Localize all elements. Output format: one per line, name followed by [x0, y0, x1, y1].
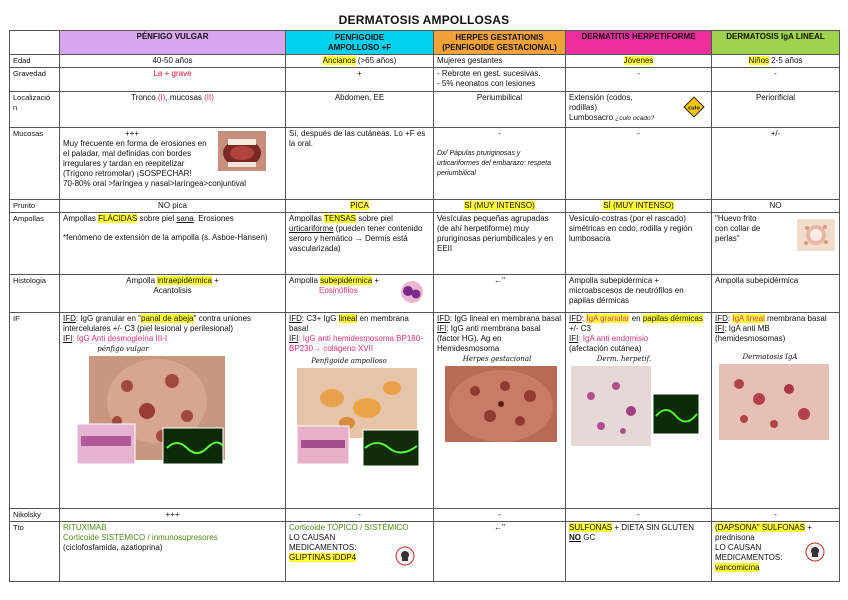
nikolsky-pv: +++	[60, 509, 286, 522]
if-pb-ifi-line	[289, 334, 430, 354]
tto-iga-6-wrap	[715, 563, 836, 573]
label-tto: Tto	[10, 522, 60, 582]
if-pv-caption: pénfigo vulgar	[97, 345, 149, 353]
tto-iga-4: LO CAUSAN	[715, 543, 762, 552]
amp-pv-1: Ampollas	[63, 214, 99, 223]
edad-hg: Mujeres gestantes	[434, 55, 566, 68]
gravedad-iga: -	[712, 68, 840, 92]
amp-pv-4: *fenómeno de extensión de la ampolla (s. Asboe-Hansen)	[63, 233, 268, 242]
eosinophil-cell-icon	[399, 279, 425, 305]
tto-pb-3: MEDICAMENTOS:	[289, 543, 357, 552]
ampollas-dh: Vesículo-costras (por el rascado) simétricas en codo, rodilla y región lumbosacra	[566, 213, 712, 275]
if-dh-papilas: papilas dérmicas	[642, 314, 703, 323]
hist-pb-subepidermica: subepidérmica	[320, 276, 373, 285]
prurito-hg	[434, 200, 566, 213]
muc-pv-5: (Trígono retromolar) ¡SOSPECHAR!	[63, 169, 192, 178]
loc-dh-line2: rodillas)	[569, 103, 598, 112]
tto-iga-5: MEDICAMENTOS:	[715, 553, 783, 562]
tto-pv-1: RITUXIMAB	[63, 523, 107, 532]
tto-iga-dapsona: (DAPSONA" SULFONAS	[715, 523, 805, 532]
tto-pb-1: Corticoide TÓPICO / SISTÉMICO	[289, 523, 409, 532]
skull-warning-icon	[395, 546, 415, 566]
herpes-gestationis-photo	[445, 366, 557, 442]
if-pb-ifd: IFD	[289, 314, 302, 323]
label-if: IF	[10, 313, 60, 509]
header-pv: PÉNFIGO VULGAR	[60, 31, 286, 55]
label-gravedad: Gravedad	[10, 68, 60, 92]
header-pb-line2: AMPOLLOSO +F	[327, 42, 392, 52]
label-ampollas: Ampollas	[10, 213, 60, 275]
muc-hg-1: -	[498, 129, 501, 138]
if-dh-4: : IgA anti endomisio	[578, 334, 649, 343]
edad-pb-highlight: Ancianos	[322, 56, 356, 65]
nikolsky-dh: -	[566, 509, 712, 522]
localizacion-dh	[566, 92, 712, 128]
gravedad-hg-line1: - Rebrote en gest. sucesivas.	[437, 69, 541, 78]
hist-pv-1: Ampolla	[126, 276, 158, 285]
warning-sign-icon	[683, 96, 705, 118]
if-dh-ifi: IFI	[569, 334, 579, 343]
dermatosis-table	[9, 30, 840, 582]
nikolsky-pb: -	[286, 509, 434, 522]
if-hg-ifi-line	[437, 324, 562, 354]
localizacion-hg: Periumbilical	[434, 92, 566, 128]
tto-dh-sulfonas: SULFONAS	[569, 523, 613, 532]
if-iga-ifi-line	[715, 324, 836, 344]
page-title: DERMATOSIS AMPOLLOSAS	[338, 13, 510, 27]
histologia-pv	[60, 275, 286, 313]
hist-pb-2: +	[372, 276, 380, 285]
muc-hg-2: Dx/ Pápulas pruriginosas y urticariformes del embarazo: respeta periumbilical	[437, 150, 551, 177]
if-pv-ifd: IFD	[63, 314, 76, 323]
muc-pv-6: 70-80% oral >faríngea y nasal>laríngea>conjuntival	[63, 179, 247, 188]
if-iga-ifd-line	[715, 314, 836, 324]
localizacion-iga: Periorificial	[712, 92, 840, 128]
fried-egg-lesion-photo	[797, 219, 835, 251]
loc-pv-2: , mucosas	[165, 93, 205, 102]
edad-pb	[286, 55, 434, 68]
prurito-dh	[566, 200, 712, 213]
if-pb-caption: Penfigoide ampolloso	[311, 357, 387, 365]
if-pb	[286, 313, 434, 509]
row-gravedad	[10, 68, 840, 92]
prurito-pb	[286, 200, 434, 213]
if-pv-panal: panal de abeja	[141, 314, 194, 323]
header-hg-line2: (PENFIGOIDE GESTACIONAL)	[442, 42, 557, 52]
header-dh: DERMATITIS HERPETIFORME	[566, 31, 712, 55]
if-dh	[566, 313, 712, 509]
linear-iga-photo	[719, 364, 829, 440]
localizacion-pb: Abdomen, EE	[286, 92, 434, 128]
row-prurito	[10, 200, 840, 213]
edad-dh-highlight: Jóvenes	[623, 56, 654, 65]
loc-pv-ii: (II)	[204, 93, 214, 102]
if-dh-2: en	[629, 314, 643, 323]
amp-pv-sana: sana	[176, 214, 194, 223]
bullous-pemphigoid-photo	[297, 368, 421, 468]
amp-pv-2: sobre piel	[137, 214, 177, 223]
row-if	[10, 313, 840, 509]
amp-iga-3: perlas"	[715, 234, 740, 243]
if-pb-lineal: lineal	[338, 314, 358, 323]
if-pb-3: : IgG anti hemidesmosoma BP180- BP230→ colágeno XVII	[289, 334, 423, 353]
label-nikolsky: Nikolsky	[10, 509, 60, 522]
ampollas-pb	[286, 213, 434, 275]
if-iga-ifi: IFI	[715, 324, 725, 333]
if-iga-caption: Dermatosis IgA	[742, 353, 798, 361]
tto-dh	[566, 522, 712, 582]
if-pb-2: en membrana basal	[289, 314, 409, 333]
if-hg-ifd-line	[437, 314, 562, 324]
tto-pv-3: (ciclofosfamida, azatioprina)	[63, 543, 163, 552]
loc-dh-line1: Extensión (codos,	[569, 93, 633, 102]
gravedad-hg-line2: - 5% neonatos con lesiones	[437, 79, 536, 88]
pemphigus-vulgaris-photo	[77, 356, 225, 466]
mucosas-dh: -	[566, 128, 712, 200]
row-edad	[10, 55, 840, 68]
tto-pb-2: LO CAUSAN	[289, 533, 336, 542]
hist-pv-2: +	[211, 276, 219, 285]
edad-pb-rest: (>65 años)	[355, 56, 397, 65]
if-pv-3: : IgG Anti desmogleína III-I	[72, 334, 168, 343]
loc-dh-note: ¿culo ocado?	[615, 115, 655, 122]
amp-pb-3: (pueden tener contenido seroro y hemático → Dermis está vascularizada)	[289, 224, 423, 253]
if-pb-ifd-line	[289, 314, 430, 334]
edad-iga-rest: 2-5 años	[769, 56, 803, 65]
skull-warning-icon-iga	[805, 542, 825, 562]
mucosas-pb: Sí, después de las cutáneas. Lo +F es la oral.	[286, 128, 434, 200]
if-dh-ifd-line	[569, 314, 708, 334]
edad-iga	[712, 55, 840, 68]
tto-iga-6: vancomicina	[715, 563, 760, 572]
dermatitis-herpetiformis-photo	[571, 366, 701, 446]
tto-dh-line1	[569, 523, 708, 533]
if-pv	[60, 313, 286, 509]
if-hg-ifi: IFI	[437, 324, 447, 333]
if-dh-iga-granular: IgA granular	[586, 314, 630, 323]
prurito-hg-highlight: SÍ (MUY INTENSO)	[464, 201, 535, 210]
prurito-pb-highlight: PICA	[350, 201, 369, 210]
loc-dh-lumbo: Lumbosacro	[569, 113, 616, 122]
row-tto	[10, 522, 840, 582]
amp-pb-urticariforme: urticariforme	[289, 224, 334, 233]
if-hg-caption: Herpes gestacional	[462, 355, 532, 363]
if-dh-1: :	[581, 314, 587, 323]
ampollas-hg: Vesículas pequeñas agrupadas (de ahí herpetiforme) muy pruriginosas periumbilicales y en EEII	[434, 213, 566, 275]
tto-dh-3: GC	[581, 533, 596, 542]
amp-iga-2: con collar de	[715, 224, 761, 233]
mucosas-hg	[434, 128, 566, 200]
hist-pv-intraepidermica: intraepidérmica	[157, 276, 212, 285]
edad-dh	[566, 55, 712, 68]
if-iga-2: membrana basal	[764, 314, 827, 323]
tto-pv	[60, 522, 286, 582]
prurito-pv: NO pica	[60, 200, 286, 213]
corner-cell	[10, 31, 60, 55]
prurito-iga: NO	[712, 200, 840, 213]
oral-mucosa-photo	[218, 131, 266, 171]
label-edad: Edad	[10, 55, 60, 68]
hist-pb-3: Eosinófilos	[319, 286, 358, 295]
if-hg-ifd: IFD	[437, 314, 450, 323]
amp-pb-tensas: TENSAS	[323, 214, 356, 223]
label-histologia: Histologia	[10, 275, 60, 313]
label-prurito: Prurito	[10, 200, 60, 213]
if-dh-ifd: IFD	[569, 314, 582, 323]
if-hg-1: : IgG lineal en membrana basal	[449, 314, 562, 323]
hist-pv-3: Acantolisis	[153, 286, 192, 295]
nikolsky-hg: -	[434, 509, 566, 522]
label-mucosas: Mucosas	[10, 128, 60, 200]
gravedad-pv: La + grave	[60, 68, 286, 92]
header-hg-line1: HERPES GESTATIONIS	[455, 32, 544, 42]
histologia-pb	[286, 275, 434, 313]
nikolsky-iga: -	[712, 509, 840, 522]
prurito-dh-highlight: SÍ (MUY INTENSO)	[603, 201, 674, 210]
tto-iga-2: +	[804, 523, 812, 532]
header-row	[10, 31, 840, 55]
edad-iga-highlight: Niños	[748, 56, 770, 65]
amp-pv-flacidas: FLÁCIDAS	[98, 214, 138, 223]
if-pv-1: : IgG granular en "	[75, 314, 141, 323]
loc-pv-1: Tronco	[131, 93, 158, 102]
tto-pb	[286, 522, 434, 582]
tto-hg: ←"	[434, 522, 566, 582]
tto-iga-line1	[715, 523, 836, 533]
if-dh-3: +/- C3	[569, 324, 592, 333]
tto-pv-2: Corticoide SISTÉMICO / inmunosupresores	[63, 533, 218, 542]
if-pv-2: " contra uniones intercelulares +/- C3 (piel lesional y perilesional)	[63, 314, 252, 333]
if-hg-2: : IgG anti membrana basal (factor HG). Ag en Hemidesmosoma	[437, 324, 541, 353]
gravedad-pb: +	[286, 68, 434, 92]
row-nikolsky	[10, 509, 840, 522]
amp-pb-1: Ampollas	[289, 214, 324, 223]
muc-pv-3: el paladar, mal definidas con bordes	[63, 149, 192, 158]
if-iga-lineal: IgA lineal	[732, 314, 765, 323]
if-pb-ifi: IFI	[289, 334, 299, 343]
muc-pv-1: +++	[125, 129, 140, 138]
tto-iga	[712, 522, 840, 582]
if-iga-ifd: IFD	[715, 314, 728, 323]
warning-sign-text: culo	[688, 105, 700, 112]
histologia-dh: Ampolla subepidérmica + microabscesos de neutrófilos en papilas dérmicas	[566, 275, 712, 313]
if-iga-1: :	[727, 314, 733, 323]
if-dh-caption: Derm. herpetif.	[596, 355, 652, 363]
row-ampollas	[10, 213, 840, 275]
hist-pv-line1	[63, 276, 282, 286]
if-pv-ifd-line	[63, 314, 282, 334]
mucosas-pv	[60, 128, 286, 200]
amp-pv-3: . Erosiones	[193, 214, 234, 223]
loc-pv-i: (I)	[157, 93, 166, 102]
tto-pb-4: GLIPTINAS iDDP4	[289, 553, 357, 562]
if-iga	[712, 313, 840, 509]
if-hg	[434, 313, 566, 509]
muc-pv-2: Muy frecuente en forma de erosiones en	[63, 139, 207, 148]
muc-pv-4: irregulares y tardan en reepitelizar	[63, 159, 185, 168]
tto-iga-3: prednisona	[715, 533, 755, 542]
histologia-hg: ←"	[434, 275, 566, 313]
amp-iga-1: "Huevo frito	[715, 214, 757, 223]
row-localizacion	[10, 92, 840, 128]
tto-dh-line2	[569, 533, 708, 543]
if-iga-3: : IgA anti MB (hemidesmosomas)	[715, 324, 786, 343]
header-iga: DERMATOSIS IgA LINEAL	[712, 31, 840, 55]
if-pv-ifi: IFI	[63, 334, 73, 343]
label-localizacion: Localizació n	[10, 92, 60, 128]
header-pb	[286, 31, 434, 55]
row-histologia	[10, 275, 840, 313]
gravedad-hg	[434, 68, 566, 92]
tto-dh-no: NO	[569, 533, 581, 542]
tto-dh-2: + DIETA SIN GLUTEN	[612, 523, 694, 532]
histologia-iga: Ampolla subepidérmica	[712, 275, 840, 313]
localizacion-pv	[60, 92, 286, 128]
amp-pv-line1	[63, 214, 282, 224]
if-pv-ifi-line	[63, 334, 282, 344]
hist-pb-1: Ampolla	[289, 276, 321, 285]
if-dh-5: (afectación cutánea)	[569, 344, 642, 353]
gravedad-dh: -	[566, 68, 712, 92]
if-dh-ifi-line	[569, 334, 708, 344]
ampollas-pv	[60, 213, 286, 275]
ampollas-iga	[712, 213, 840, 275]
header-hg	[434, 31, 566, 55]
amp-pb-2: sobre piel	[356, 214, 393, 223]
if-pb-1: : C3+ IgG	[301, 314, 339, 323]
edad-pv: 40-50 años	[60, 55, 286, 68]
header-pb-line1: PENFIGOIDE	[334, 32, 385, 42]
row-mucosas	[10, 128, 840, 200]
mucosas-iga: +/-	[712, 128, 840, 200]
